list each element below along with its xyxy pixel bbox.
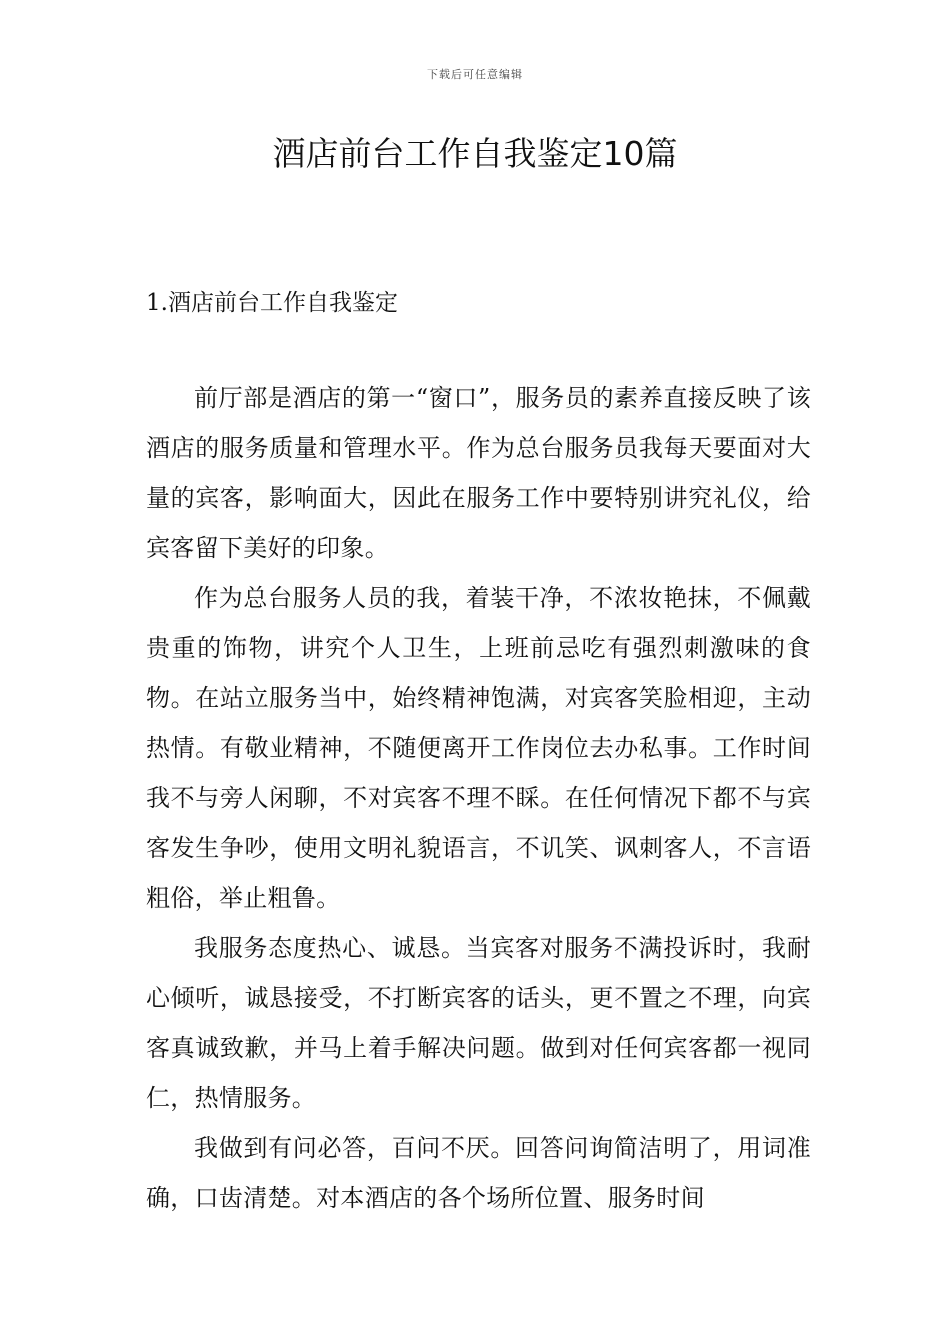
paragraph: 我做到有问必答，百问不厌。回答问询简洁明了，用词准确，口齿清楚。对本酒店的各个场所位置、服务时间 bbox=[146, 1134, 811, 1212]
paragraph: 前厅部是酒店的第一“窗口”，服务员的素养直接反映了该酒店的服务质量和管理水平。作为总台服务员我每天要面对大量的宾客，影响面大，因此在服务工作中要特别讲究礼仪，给宾客留下美好的印象。 bbox=[146, 384, 811, 562]
header-note: 下载后可任意编辑 bbox=[427, 68, 523, 81]
paragraph: 我服务态度热心、诚恳。当宾客对服务不满投诉时，我耐心倾听，诚恳接受，不打断宾客的话头，更不置之不理，向宾客真诚致歉，并马上着手解决问题。做到对任何宾客都一视同仁，热情服务。 bbox=[146, 934, 811, 1112]
document-body bbox=[146, 373, 811, 1223]
paragraph: 作为总台服务人员的我，着装干净，不浓妆艳抹，不佩戴贵重的饰物，讲究个人卫生，上班前忌吃有强烈刺激味的食物。在站立服务当中，始终精神饱满，对宾客笑脸相迎，主动热情。有敬业精神，不随便离开工作岗位去办私事。工作时间我不与旁人闲聊，不对宾客不理不睬。在任何情况下都不与宾客发生争吵，使用文明礼貌语言，不讥笑、讽刺客人，不言语粗俗，举止粗鲁。 bbox=[146, 584, 811, 912]
section-heading: 1.酒店前台工作自我鉴定 bbox=[146, 290, 398, 316]
document-title: 酒店前台工作自我鉴定10篇 bbox=[272, 134, 678, 173]
